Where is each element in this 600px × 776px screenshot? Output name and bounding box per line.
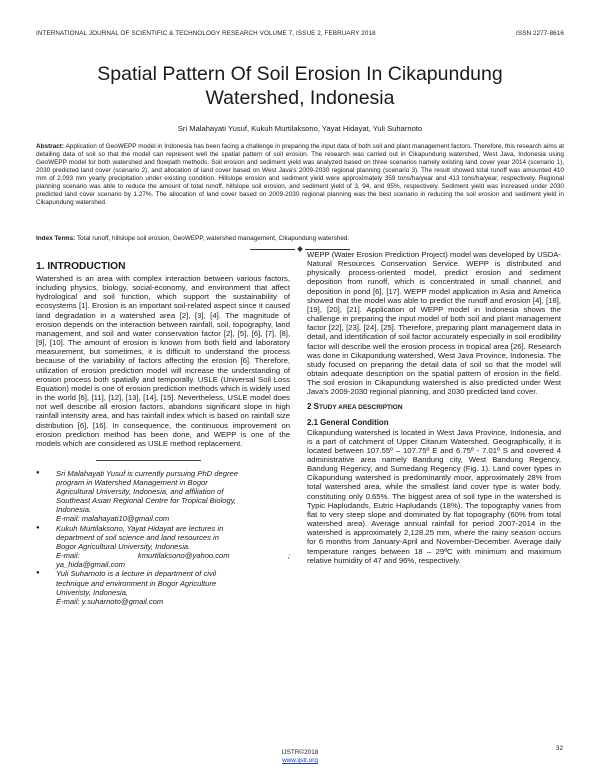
author-list: Sri Malahayati Yusuf, Kukuh Murtilaksono, Yayat Hidayat, Yuli Suharnoto — [177, 124, 423, 133]
introduction-heading: 1. INTRODUCTION — [36, 261, 126, 272]
journal-link[interactable]: www.ijstr.org — [282, 757, 318, 764]
issn: ISSN 2277-8616 — [516, 30, 564, 37]
page-footer — [0, 749, 600, 765]
paper-title — [36, 62, 564, 110]
bullet-icon: ● — [36, 524, 40, 531]
page-number: 32 — [555, 745, 563, 752]
abstract-label: Abstract: — [36, 143, 65, 150]
abstract — [36, 143, 564, 207]
general-condition-body: Cikapundung watershed is located in West Java Province, Indonesia, and is a part of catchment of Upper Citarum Watershed. Geographically, it is located between 107.55º – 107.75º E and 6.75º - 7.01º S and covered 4 administrative area namely Bandung city, West Bandung Regency, Bandung Regency, and Sumedang Regency (Fig. 1). Land cover types in Cikapundung watershed is predominantly moor, approximately 28% from total watershed area, while the smallest land cover type is water body, constituting only 0.65%. The biggest area of soil type in the watershed is Typic Hapludands, Eutric Hapludands (18%). The topography varies from flat to very steep slope and dominated by flat topography (60% from total watershed area). Average annual rainfall for period 2007-2014 in the watershed is approximately 2,128.25 mm, where the rainy season occurs for 6 months from January-April and November-December. Average daily temperature ranges between 18 – 29ºC with minimum and maximum relative humidity of 47 and 96%, respectively. — [307, 427, 561, 565]
footnote-item: ● Yuli Suharnoto is a lecture in department of civil technique and environment in Bogor Agriculture Univeristy, Indonesia, E-mail: y.suharnoto@gmail.com — [36, 569, 290, 606]
footnote-item: ● Kukuh Murtilaksono, Yayat Hidayat are lectures in department of soil science and land resources in Bogor Agricultural University, Indonesia. E-mail: kmurtilaksono@yahoo.com ; ya_hida@gmail.com — [36, 523, 290, 570]
title-line-2: Watershed, Indonesia — [205, 87, 395, 109]
title-line-1: Spatial Pattern Of Soil Erosion In Cikapundung — [97, 63, 503, 85]
study-area-heading: 2 STUDY AREA DESCRIPTION — [307, 401, 403, 411]
footnote-email: E-mail: malahayati10@gmail.com — [56, 514, 170, 524]
index-terms — [36, 235, 564, 243]
footnote-item: ● Sri Malahayati Yusuf is currently pursuing PhD degree program in Watershed Management in Bogor Agricultural University, Indonesia, and affiliation of Southeast Asian Regional Centre for Tropical Biology, Indonesia. E-mail: malahayati10@gmail.com — [36, 469, 290, 524]
introduction-body: Watershed is an area with complex interaction between various factors, including physics, biology, social-economy, and environment that affect hydrological and soil function, which support the sustainability of ecosystems [1]. Erosion is an important soil-related aspect since it caused land degradation in a watershed area [2], [3], [4]. The magnitude of erosion depends on the interaction between rainfall, soil, topography, land management, and soil and water conservation factor [2], [5], [6], [7], [8], [9], [10]. The amount of erosion is known from both field and laboratory measurement, but sometimes, it is difficult to understand the process because of the variability of factors affecting the erosion [6]. Therefore, utilization of erosion prediction model will increase the understanding of erosion process both spatially and temporally. USLE (Universal Soil Loss Equation) model is one of erosion prediction methods which is widely used in the world [6], [11], [12], [13], [14], [15]. Nevertheless, USLE model does not well describe all erosion factors, abandons significant slope in high rainfall intensity area, and has rainfall index which is based on rainfall size distribution [6], [16]. In consequence, the continuous improvement on erosion prediction method has been done, and WEPP is one of the models which are considered as USLE method replacement. — [36, 274, 290, 448]
bullet-icon: ● — [36, 570, 40, 577]
footnote-rule — [96, 460, 201, 461]
wepp-paragraph: WEPP (Water Erosion Prediction Project) model was developed by USDA-Natural Resources Conservation Service. WEPP is distributed and physically process-oriented model, predict erosion and sediment deposition from runoff, which is concentrated in small channel, and deposition in pond [6], [17]. WEPP model application in Asia and America showed that the model was able to predict the runoff and erosion [4], [18], [19], [20], [21]. Application of WEPP model in Indonesia shows the challenge in preparing the input model of both soil and plant management factor [22], [23], [24], [25]. Therefore, preparing plant management data in detail, and identification of soil factor accurately especially in soil erodibility factor will describe well the erosion process in tropical area [26]. Research was done in Cikapundung watershed, West Java Province, Indonesia. The study focused on preparing the detail data of soil so that the model will obtain adequate description on the spatial pattern of erosion in the field. The soil erosion in Cikapundung watershed is also predicted under West Java's 2009-2030 regional planning, and 2030 predicted land cover. — [307, 250, 561, 397]
right-column — [307, 250, 561, 565]
bullet-icon: ● — [36, 469, 40, 476]
journal-name: INTERNATIONAL JOURNAL OF SCIENTIFIC & TECHNOLOGY RESEARCH VOLUME 7, ISSUE 2, FEBRUARY 2018 — [36, 30, 376, 37]
abstract-text: Application of GeoWEPP model in Indonesia has been facing a challenge in preparing the input data of both soil and plant management factors. Therefore, this research aims at detailing data of soil so that the model can represent well the spatial pattern of soil erosion. The research was carried out in Cikapundung watershed, West Java, Indonesia using GeoWEPP model for both watershed and flowpath methods. Soil erosion and sediment yield was analyzed based on three scenarios namely existing land cover year 2014 (scenario 1), 2030 predicted land cover (scenario 2), and allocation of land cover based on West Java's 2009-2030 regional planning (scenario 3). The result showed total runoff was amounted 410 mm of 2,093 mm yearly precipitation under existing condition. Hillslope erosion and sediment yield were approximately 359 tons/ha/year and 413 tons/ha/year, respectively. Regional planning scenario was able to reduce the amount of total runoff, hillslope soil erosion, and sediment yield of 3, 94, and 95%, respectively. Sediment yield was increased under 2030 predicted land cover scenario by 1.27%. The allocation of land cover based on 2009-2030 regional planning was the best scenario in reducing the soil erosion and sediment yield in Cikapundung watershed. — [36, 143, 564, 207]
general-condition-heading: 2.1 General Condition — [307, 417, 389, 427]
index-terms-text: Total runoff, hillslope soil erosion, GeoWEPP, watershed management, Cikapundung watershed. — [75, 235, 350, 242]
left-column — [36, 261, 290, 606]
author-footnotes — [36, 469, 290, 606]
footnote-email: E-mail: y.suharnoto@gmail.com — [56, 596, 164, 606]
index-terms-label: Index Terms: — [36, 235, 76, 242]
copyright: IJSTR©2018 — [281, 749, 319, 756]
diamond-icon — [297, 246, 303, 252]
footnote-email: E-mail: kmurtilaksono@yahoo.com ; — [56, 551, 290, 561]
